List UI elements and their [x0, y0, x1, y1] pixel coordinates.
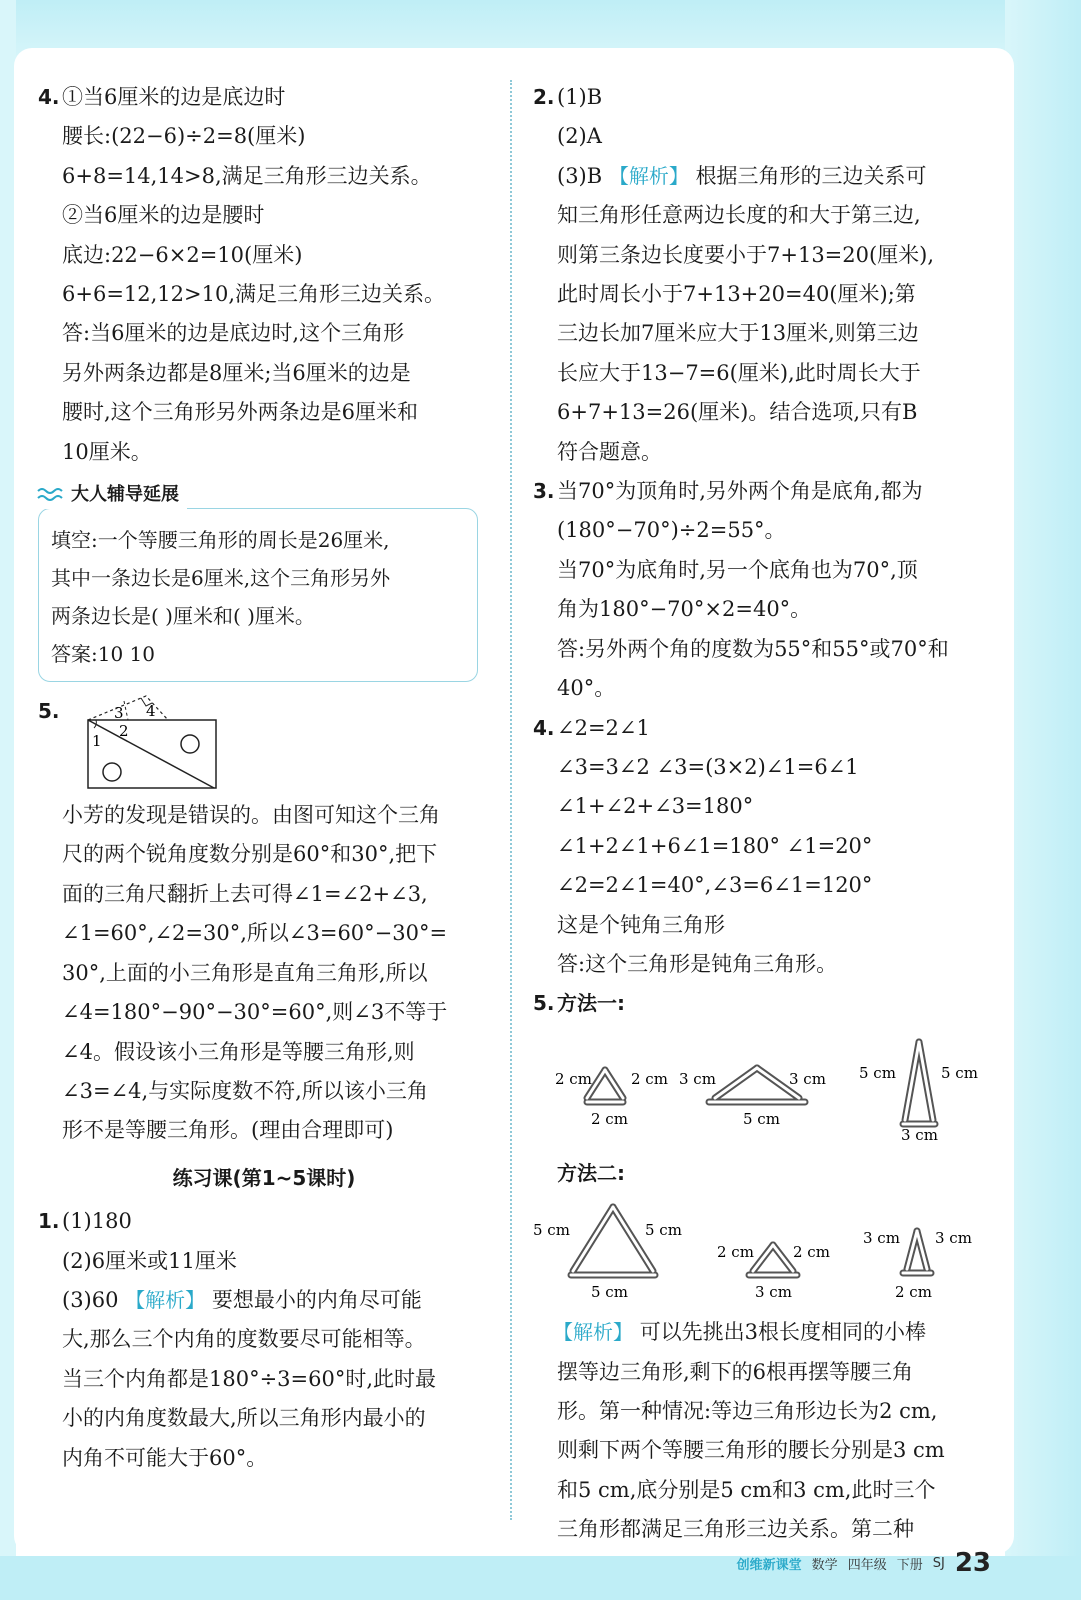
side-length-label: 5 cm	[859, 1063, 896, 1082]
side-length-label: 3 cm	[789, 1069, 826, 1088]
answer-line: 三边长加7厘米应大于13厘米,则第三边	[557, 321, 919, 346]
answer-line: 长应大于13−7=6(厘米),此时周长大于	[557, 360, 921, 385]
triangle-figure	[533, 1201, 699, 1301]
answer-line: ∠4=180°−90°−30°=60°,则∠3不等于	[62, 1000, 448, 1025]
answer-line: (1)B	[557, 85, 603, 109]
answer-line: ∠1+∠2+∠3=180°	[557, 794, 754, 819]
answer-line: 当70°为底角时,另一个底角也为70°,顶	[557, 557, 918, 582]
question-number: 2.	[533, 85, 555, 109]
angle-label: 1	[92, 732, 102, 751]
practice-answer-3	[533, 472, 993, 708]
question-number: 5.	[38, 699, 60, 724]
answer-line: 形不是等腰三角形。(理由合理即可)	[62, 1118, 394, 1143]
answer-line: ∠3=∠4,与实际度数不符,所以该小三角	[62, 1078, 428, 1103]
answer-line: (2)A	[557, 124, 602, 149]
answer-line: 答:当6厘米的边是底边时,这个三角形	[62, 321, 405, 346]
brand-name: 创维新课堂	[736, 1557, 802, 1573]
box-title: 大人辅导延展	[71, 484, 179, 506]
answer-line	[62, 1281, 490, 1320]
answer-line: 此时周长小于7+13+20=40(厘米);第	[557, 282, 916, 307]
side-length-label: 2 cm	[631, 1069, 668, 1088]
tutor-extension-box	[38, 484, 478, 682]
answer-line: 形。第一种情况:等边三角形边长为2 cm,	[557, 1398, 938, 1423]
practice-answer-2	[533, 78, 993, 472]
answer-line	[557, 157, 993, 196]
practice-answer-1	[38, 1202, 490, 1478]
side-length-label: 2 cm	[591, 1109, 628, 1128]
analysis-tag: 【解析】	[125, 1287, 206, 1312]
footer-grade: 四年级	[847, 1557, 887, 1573]
side-length-label: 3 cm	[863, 1229, 900, 1248]
side-length-label: 5 cm	[941, 1063, 978, 1082]
footer-edition: SJ	[932, 1555, 945, 1571]
side-length-label: 2 cm	[555, 1069, 592, 1088]
answer-line: 6+7+13=26(厘米)。结合选项,只有B	[557, 400, 918, 425]
question-number: 4.	[38, 85, 60, 109]
answer-line: 答:这个三角形是钝角三角形。	[557, 951, 838, 976]
answer-text: (3)B	[557, 163, 603, 188]
answer-line: ∠1=60°,∠2=30°,所以∠3=60°−30°=	[62, 921, 448, 946]
box-line: 其中一条边长是6厘米,这个三角形另外	[51, 566, 391, 591]
side-length-label: 5 cm	[645, 1221, 682, 1240]
column-divider	[510, 80, 512, 1520]
footer-subject: 数学	[811, 1557, 838, 1573]
side-length-label: 2 cm	[895, 1283, 932, 1302]
angle-label: 2	[119, 722, 129, 741]
tutor-extension-header	[37, 481, 187, 509]
answer-text: (3)60	[62, 1287, 119, 1312]
box-line: 答案:10 10	[51, 642, 155, 667]
answer-line: 摆等边三角形,剩下的6根再摆等腰三角	[557, 1359, 914, 1384]
answer-line: 腰长:(22−6)÷2=8(厘米)	[62, 124, 306, 149]
answer-line: 则第三条边长度要小于7+13=20(厘米),	[557, 242, 935, 267]
answer-text: 要想最小的内角尽可能	[211, 1287, 422, 1312]
answer-line: ②当6厘米的边是腰时	[62, 203, 265, 228]
method-one-label: 方法一:	[557, 991, 625, 1016]
triangle-figure	[845, 1032, 995, 1142]
side-length-label: 3 cm	[901, 1125, 938, 1142]
side-length-label: 5 cm	[743, 1109, 780, 1128]
answer-line: 30°,上面的小三角形是直角三角形,所以	[62, 960, 428, 985]
answer-line: 腰时,这个三角形另外两条边是6厘米和	[62, 400, 419, 425]
answer-line: ∠2=2∠1=40°,∠3=6∠1=120°	[557, 873, 873, 898]
side-length-label: 5 cm	[533, 1221, 570, 1240]
answer-line: 底边:22−6×2=10(厘米)	[62, 242, 303, 267]
angle-label: 4	[146, 702, 156, 721]
question-number: 4.	[533, 715, 555, 740]
answer-line: 6+6=12,12>10,满足三角形三边关系。	[62, 282, 446, 307]
answer-line: ∠2=2∠1	[557, 715, 650, 740]
answer-line: 40°。	[557, 676, 616, 701]
answer-line: 另外两条边都是8厘米;当6厘米的边是	[62, 360, 411, 385]
answer-line: 知三角形任意两边长度的和大于第三边,	[557, 203, 921, 228]
triangle-figure	[699, 1201, 845, 1301]
box-line: 两条边长是( )厘米和( )厘米。	[51, 604, 315, 629]
answer-4	[38, 78, 490, 472]
folded-set-square-figure	[86, 692, 226, 792]
method-one-triangles	[533, 1032, 993, 1142]
wave-icon	[37, 487, 63, 503]
section-title: 练习课(第1~5课时)	[172, 1165, 356, 1190]
answer-line: 内角不可能大于60°。	[62, 1445, 268, 1470]
answer-line: 和5 cm,底分别是5 cm和3 cm,此时三个	[557, 1477, 936, 1502]
practice-answer-4	[533, 709, 993, 985]
method-two-label: 方法二:	[557, 1160, 625, 1185]
side-length-label: 2 cm	[793, 1243, 830, 1262]
right-column	[533, 78, 993, 1550]
answer-line: 面的三角尺翻折上去可得∠1=∠2+∠3,	[62, 881, 428, 906]
answer-line: 三角形都满足三角形三边关系。第二种	[557, 1517, 914, 1542]
question-number: 3.	[533, 479, 555, 504]
answer-line: ①当6厘米的边是底边时	[62, 85, 286, 109]
triangle-figure	[679, 1032, 845, 1128]
answer-line: 10厘米。	[62, 439, 152, 464]
answer-line: 符合题意。	[557, 439, 662, 464]
answer-line: 当70°为顶角时,另外两个角是底角,都为	[557, 479, 923, 504]
answer-line: ∠3=3∠2 ∠3=(3×2)∠1=6∠1	[557, 754, 859, 779]
method-two-triangles	[533, 1201, 993, 1301]
answer-line: 当三个内角都是180°÷3=60°时,此时最	[62, 1366, 437, 1391]
practice-answer-5	[533, 984, 993, 1023]
question-number: 1.	[38, 1209, 60, 1234]
answer-line: ∠1+2∠1+6∠1=180° ∠1=20°	[557, 833, 873, 858]
answer-line: 尺的两个锐角度数分别是60°和30°,把下	[62, 842, 438, 867]
answer-5	[38, 692, 490, 1151]
side-length-label: 3 cm	[679, 1069, 716, 1088]
answer-line: (1)180	[62, 1209, 132, 1234]
analysis-tag: 【解析】	[608, 163, 689, 188]
side-length-label: 2 cm	[717, 1243, 754, 1262]
answer-line: 角为180°−70°×2=40°。	[557, 597, 812, 622]
answer-line: 这是个钝角三角形	[557, 912, 725, 937]
answer-line: 小的内角度数最大,所以三角形内最小的	[62, 1406, 426, 1431]
answer-line: 6+8=14,14>8,满足三角形三边关系。	[62, 163, 432, 188]
answer-line: (180°−70°)÷2=55°。	[557, 518, 786, 543]
angle-label: 3	[114, 704, 124, 723]
answer-line: 答:另外两个角的度数为55°和55°或70°和	[557, 636, 949, 661]
left-column	[38, 78, 490, 1478]
page-footer	[737, 1548, 991, 1578]
page-border-right	[1005, 0, 1081, 1600]
answer-line: ∠4。假设该小三角形是等腰三角形,则	[62, 1039, 415, 1064]
answer-line: (2)6厘米或11厘米	[62, 1248, 237, 1273]
box-line: 填空:一个等腰三角形的周长是26厘米,	[51, 528, 390, 553]
side-length-label: 5 cm	[591, 1283, 628, 1302]
side-length-label: 3 cm	[755, 1283, 792, 1302]
question-number: 5.	[533, 991, 555, 1016]
triangle-figure	[533, 1032, 679, 1128]
answer-text: 根据三角形的三边关系可	[695, 163, 927, 188]
triangle-figure	[845, 1201, 985, 1301]
answer-line	[533, 1313, 993, 1352]
page-number: 23	[954, 1548, 991, 1578]
analysis-tag: 【解析】	[553, 1320, 633, 1345]
answer-line: 大,那么三个内角的度数要尽可能相等。	[62, 1327, 426, 1352]
side-length-label: 3 cm	[935, 1229, 972, 1248]
footer-volume: 下册	[896, 1557, 923, 1573]
answer-text: 可以先挑出3根长度相同的小棒	[639, 1320, 927, 1345]
answer-line: 小芳的发现是错误的。由图可知这个三角	[62, 803, 440, 828]
answer-line: 则剩下两个等腰三角形的腰长分别是3 cm	[557, 1438, 945, 1463]
